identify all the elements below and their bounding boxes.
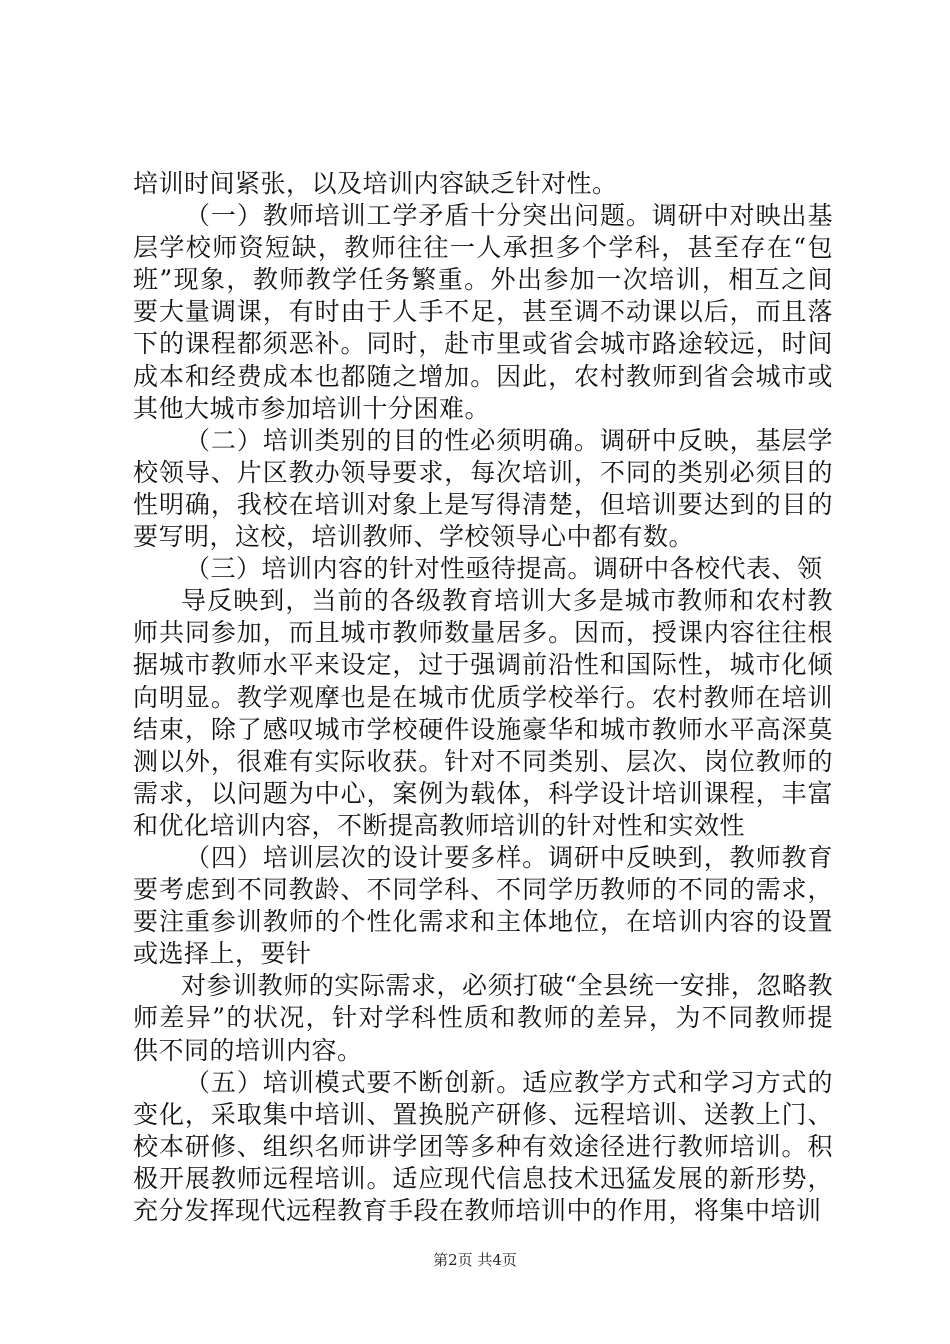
paragraph-section-3-body: 导反映到，当前的各级教育培训大多是城市教师和农村教师共同参加，而且城市教师数量居多。因而，授课内容往往根据城市教师水平来设定，过于强调前沿性和国际性，城市化倾向明显。教学观摩也是在城市优质学校举行。农村教师在培训结束，除了感叹城市学校硬件设施豪华和城市教师水平高深莫测以外，很难有实际收获。针对不同类别、层次、岗位教师的需求，以问题为中心，案例为载体，科学设计培训课程，丰富和优化培训内容，不断提高教师培训的针对性和实效性 — [133, 586, 833, 840]
paragraph-section-3-heading: （三）培训内容的针对性亟待提高。调研中各校代表、领 — [185, 554, 823, 584]
paragraph-section-4: （四）培训层次的设计要多样。调研中反映到，教师教育要考虑到不同教龄、不同学科、不同学历教师的不同的需求，要注重参训教师的个性化需求和主体地位，在培训内容的设置或选择上，要针 — [133, 842, 833, 969]
page-number-footer: 第2页 共4页 — [433, 1251, 517, 1269]
paragraph-section-2: （二）培训类别的目的性必须明确。调研中反映，基层学校领导、片区教办领导要求，每次培训，不同的类别必须目的性明确，我校在培训对象上是写得清楚，但培训要达到的目的要写明，这校，培训教师、学校领导心中都有数。 — [133, 425, 833, 552]
paragraph-section-1: （一）教师培训工学矛盾十分突出问题。调研中对映出基层学校师资短缺，教师往往一人承担多个学科，甚至存在“包班”现象，教师教学任务繁重。外出参加一次培训，相互之间要大量调课，有时由于人手不足，甚至调不动课以后，而且落下的课程都须恶补。同时，赴市里或省会城市路途较远，时间成本和经费成本也都随之增加。因此，农村教师到省会城市或其他大城市参加培训十分困难。 — [133, 201, 833, 423]
paragraph-section-4-continued: 对参训教师的实际需求，必须打破“全县统一安排，忽略教师差异”的状况，针对学科性质和教师的差异，为不同教师提供不同的培训内容。 — [133, 971, 833, 1065]
paragraph-section-5: （五）培训模式要不断创新。适应教学方式和学习方式的变化，采取集中培训、置换脱产研修、远程培训、送教上门、校本研修、组织名师讲学团等多种有效途径进行教师培训。积极开展教师远程培训。适应现代信息技术迅猛发展的新形势，充分发挥现代远程教育手段在教师培训中的作用，将集中培训 — [133, 1067, 833, 1225]
document-body — [133, 168, 833, 1227]
paragraph-continuation: 培训时间紧张，以及培训内容缺乏针对性。 — [133, 169, 618, 198]
